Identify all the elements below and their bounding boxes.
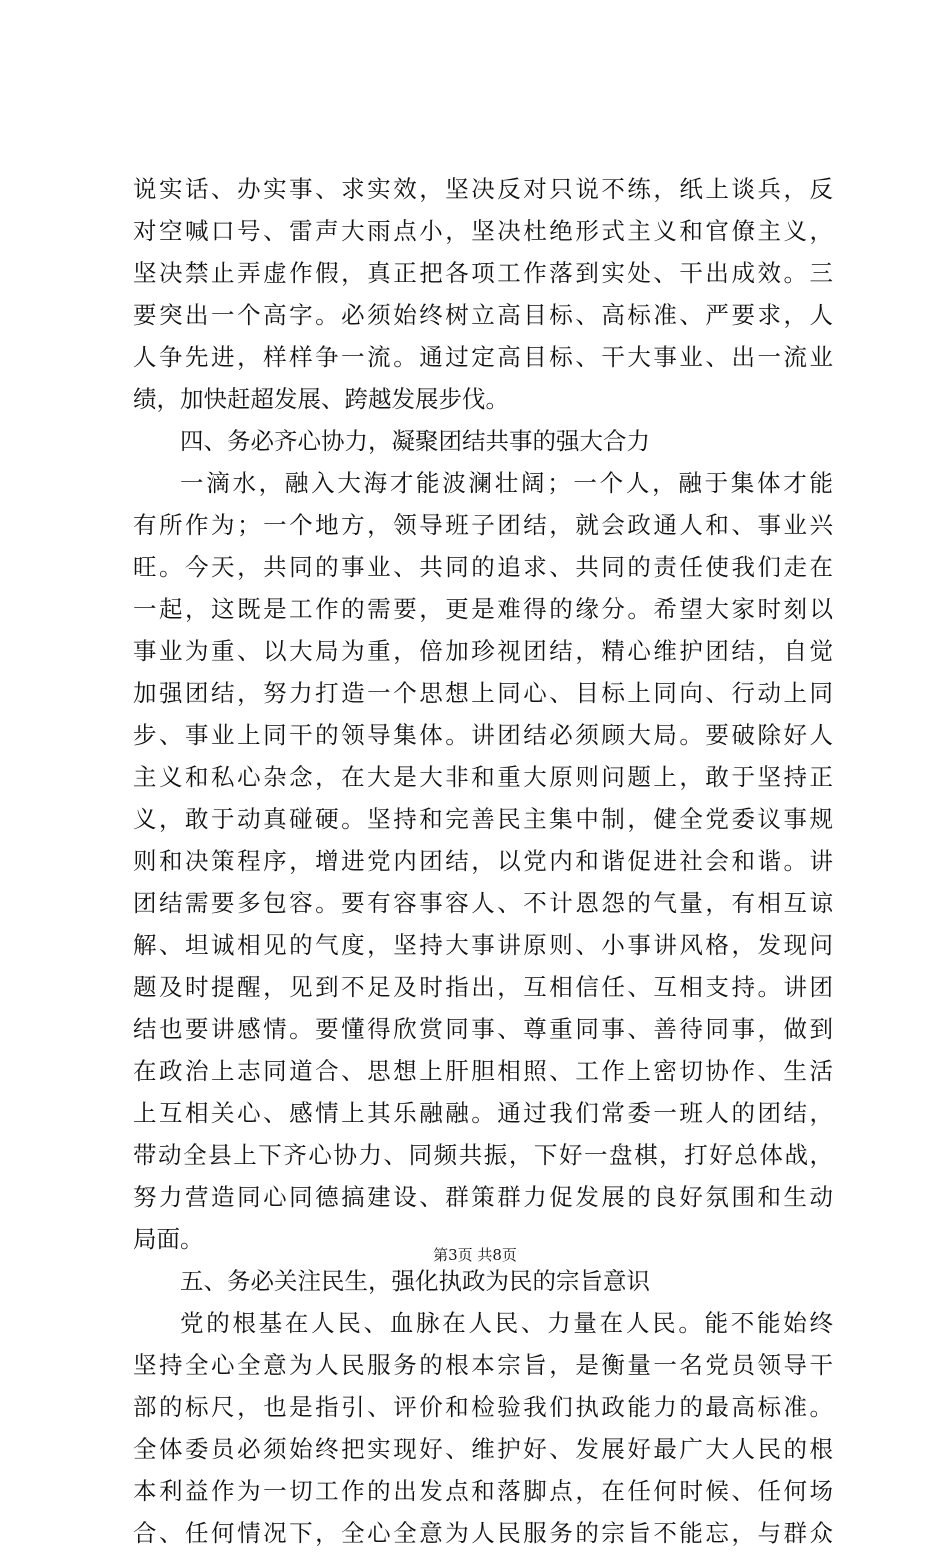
text-line: 带动全县上下齐心协力、同频共振，下好一盘棋，打好总体战， xyxy=(133,1141,833,1169)
text-line: 在政治上志同道合、思想上肝胆相照、工作上密切协作、生活 xyxy=(133,1057,833,1085)
text-line: 一起，这既是工作的需要，更是难得的缘分。希望大家时刻以 xyxy=(133,595,833,623)
text-line: 合、任何情况下，全心全意为人民服务的宗旨不能忘，与群众 xyxy=(133,1519,833,1547)
text-line: 全体委员必须始终把实现好、维护好、发展好最广大人民的根 xyxy=(133,1435,833,1463)
text-line: 一滴水，融入大海才能波澜壮阔；一个人，融于集体才能 xyxy=(180,469,833,497)
text-line: 要突出一个高字。必须始终树立高目标、高标准、严要求，人 xyxy=(133,301,833,329)
text-line: 解、坦诚相见的气度，坚持大事讲原则、小事讲风格，发现问 xyxy=(133,931,833,959)
text-line: 旺。今天，共同的事业、共同的追求、共同的责任使我们走在 xyxy=(133,553,833,581)
text-line: 有所作为；一个地方，领导班子团结，就会政通人和、事业兴 xyxy=(133,511,833,539)
text-line: 上互相关心、感情上其乐融融。通过我们常委一班人的团结， xyxy=(133,1099,833,1127)
text-line: 则和决策程序，增进党内团结，以党内和谐促进社会和谐。讲 xyxy=(133,847,833,875)
section-heading: 五、务必关注民生，强化执政为民的宗旨意识 xyxy=(180,1267,650,1295)
text-line: 坚持全心全意为人民服务的根本宗旨，是衡量一名党员领导干 xyxy=(133,1351,833,1379)
text-line: 事业为重、以大局为重，倍加珍视团结，精心维护团结，自觉 xyxy=(133,637,833,665)
section-heading: 四、务必齐心协力，凝聚团结共事的强大合力 xyxy=(180,427,650,455)
text-line: 本利益作为一切工作的出发点和落脚点，在任何时候、任何场 xyxy=(133,1477,833,1505)
text-line: 结也要讲感情。要懂得欣赏同事、尊重同事、善待同事，做到 xyxy=(133,1015,833,1043)
text-line: 加强团结，努力打造一个思想上同心、目标上同向、行动上同 xyxy=(133,679,833,707)
text-line: 说实话、办实事、求实效，坚决反对只说不练，纸上谈兵，反 xyxy=(133,175,833,203)
text-line: 绩，加快赶超发展、跨越发展步伐。 xyxy=(133,385,509,413)
text-line: 主义和私心杂念，在大是大非和重大原则问题上，敢于坚持正 xyxy=(133,763,833,791)
text-line: 人争先进，样样争一流。通过定高目标、干大事业、出一流业 xyxy=(133,343,833,371)
page-footer: 第3页 共8页 xyxy=(433,1246,517,1264)
document-body xyxy=(133,168,833,1554)
text-line: 局面。 xyxy=(133,1225,204,1253)
text-line: 部的标尺，也是指引、评价和检验我们执政能力的最高标准。 xyxy=(133,1393,833,1421)
text-line: 坚决禁止弄虚作假，真正把各项工作落到实处、干出成效。三 xyxy=(133,259,833,287)
text-line: 步、事业上同干的领导集体。讲团结必须顾大局。要破除好人 xyxy=(133,721,833,749)
text-line: 题及时提醒，见到不足及时指出，互相信任、互相支持。讲团 xyxy=(133,973,833,1001)
text-line: 义，敢于动真碰硬。坚持和完善民主集中制，健全党委议事规 xyxy=(133,805,833,833)
text-line: 努力营造同心同德搞建设、群策群力促发展的良好氛围和生动 xyxy=(133,1183,833,1211)
text-line: 对空喊口号、雷声大雨点小，坚决杜绝形式主义和官僚主义， xyxy=(133,217,833,245)
text-line: 团结需要多包容。要有容事容人、不计恩怨的气量，有相互谅 xyxy=(133,889,833,917)
text-line: 党的根基在人民、血脉在人民、力量在人民。能不能始终 xyxy=(180,1309,833,1337)
